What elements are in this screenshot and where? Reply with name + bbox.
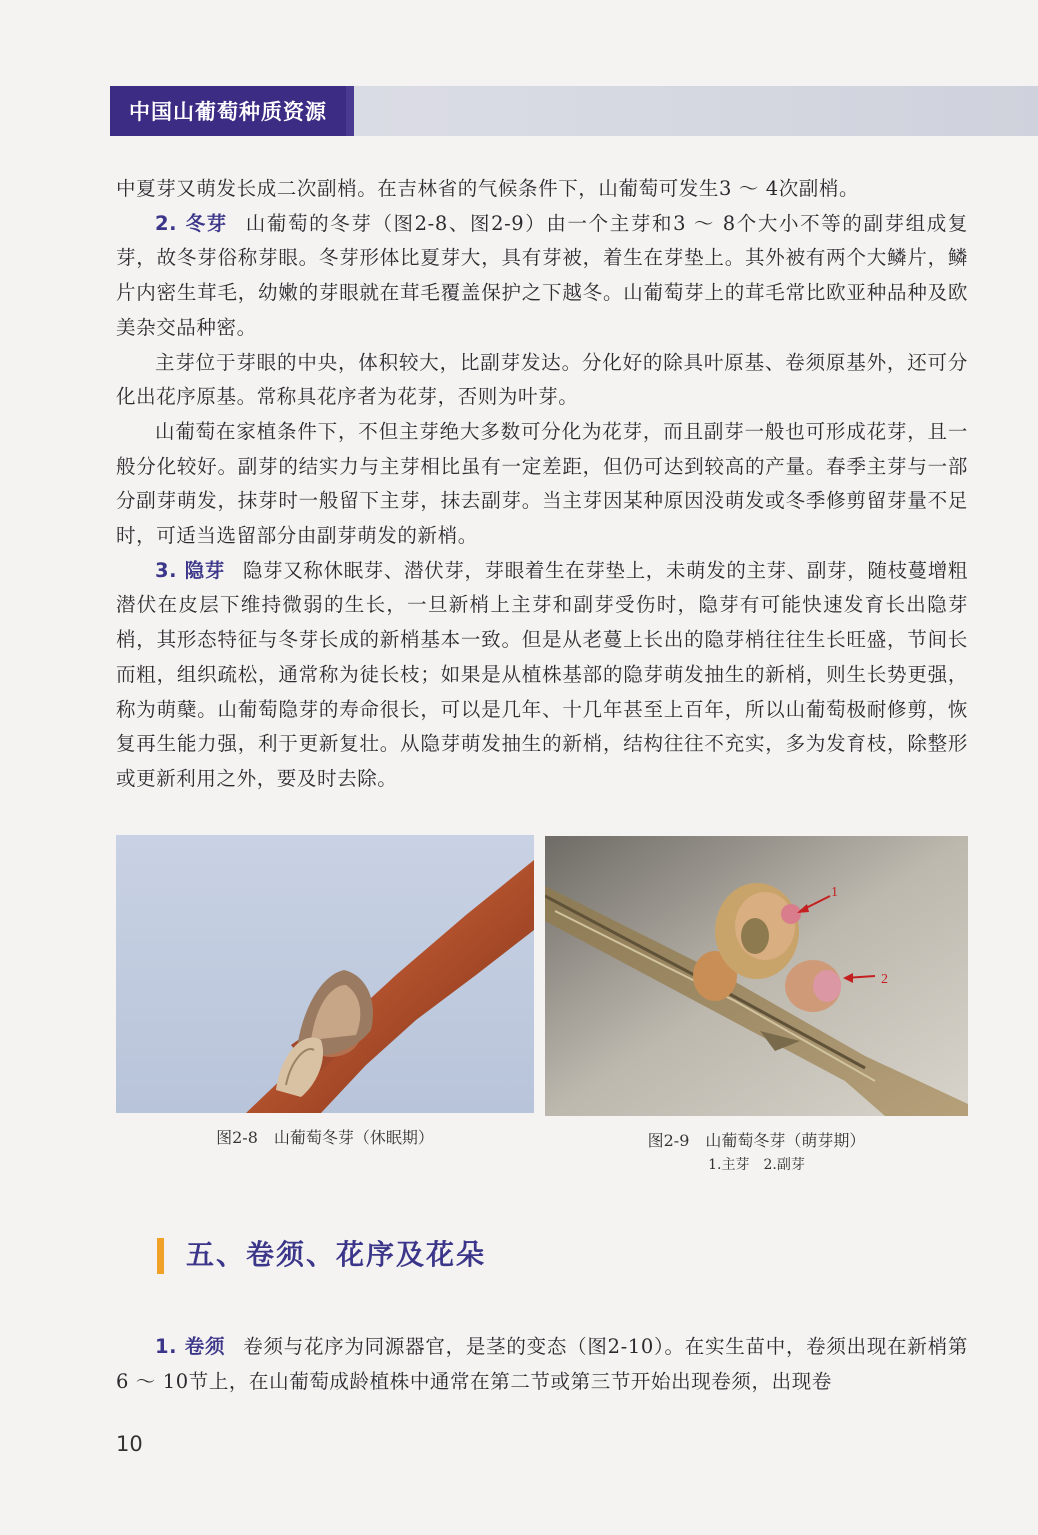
paragraph-text: 卷须与花序为同源器官，是茎的变态（图2-10）。在实生苗中，卷须出现在新梢第6 ～ 10节上，在山葡萄成龄植株中通常在第二节或第三节开始出现卷须，出现卷 <box>116 1335 969 1393</box>
section-marker <box>157 1238 164 1274</box>
paragraph <box>116 554 968 797</box>
subheading-tendril: 1. 卷须 <box>155 1335 226 1358</box>
paragraph <box>116 1330 968 1399</box>
figure-2-8-caption: 图2-8 山葡萄冬芽（休眠期） <box>216 1128 434 1147</box>
figure-2-8-photo <box>116 835 534 1113</box>
paragraph-text: 隐芽又称休眠芽、潜伏芽，芽眼着生在芽垫上，未萌发的主芽、副芽，随枝蔓增粗潜伏在皮层下维持微弱的生长，一旦新梢上主芽和副芽受伤时，隐芽有可能快速发育长出隐芽梢，其形态特征与冬芽长成的新梢基本一致。但是从老蔓上长出的隐芽梢往往生长旺盛，节间长而粗，组织疏松，通常称为徒长枝；如果是从植株基部的隐芽萌发抽生的新梢，则生长势更强，称为萌蘖。山葡萄隐芽的寿命很长，可以是几年、十几年甚至上百年，所以山葡萄极耐修剪，恢复再生能力强，利于更新复壮。从隐芽萌发抽生的新梢，结构往往不充实，多为发育枝，除整形或更新利用之外，要及时去除。 <box>116 558 969 790</box>
paragraph-text: 山葡萄的冬芽（图2-8、图2-9）由一个主芽和3 ～ 8个大小不等的副芽组成复芽，故冬芽俗称芽眼。冬芽形体比夏芽大，具有芽被，着生在芽垫上。其外被有两个大鳞片，鳞片内密生茸毛，幼嫩的芽眼就在茸毛覆盖保护之下越冬。山葡萄芽上的茸毛常比欧亚种品种及欧美杂交品种密。 <box>116 211 968 339</box>
label-secondary-bud: 2 <box>881 972 888 987</box>
section-title: 五、卷须、花序及花朵 <box>186 1238 487 1271</box>
subheading-winter-bud: 2. 冬芽 <box>155 211 228 235</box>
figure-2-9-photo <box>545 836 968 1116</box>
body-text-bottom <box>116 1330 968 1399</box>
paragraph: 山葡萄在家植条件下，不但主芽绝大多数可分化为花芽，而且副芽一般也可形成花芽，且一般分化较好。副芽的结实力与主芽相比虽有一定差距，但仍可达到较高的产量。春季主芽与一部分副芽萌发，抹芽时一般留下主芽，抹去副芽。当主芽因某种原因没萌发或冬季修剪留芽量不足时，可适当选留部分由副芽萌发的新梢。 <box>116 419 968 548</box>
figure-2-9-legend: 1.主芽 2.副芽 <box>708 1157 805 1173</box>
paragraph: 中夏芽又萌发长成二次副梢。在吉林省的气候条件下，山葡萄可发生3 ～ 4次副梢。 <box>116 177 860 200</box>
budding-bud-photo <box>545 836 968 1116</box>
label-main-bud: 1 <box>831 885 838 900</box>
dormant-bud-photo <box>116 835 534 1113</box>
page-number: 10 <box>116 1432 143 1456</box>
paragraph <box>116 207 968 346</box>
paragraph: 主芽位于芽眼的中央，体积较大，比副芽发达。分化好的除具叶原基、卷须原基外，还可分化出花序原基。常称具花序者为花芽，否则为叶芽。 <box>116 350 968 409</box>
book-title: 中国山葡萄种质资源 <box>110 86 346 136</box>
body-text-top <box>116 172 968 797</box>
header-accent <box>346 86 354 136</box>
subheading-latent-bud: 3. 隐芽 <box>155 558 225 582</box>
figure-2-9-caption: 图2-9 山葡萄冬芽（萌芽期） <box>647 1131 866 1150</box>
